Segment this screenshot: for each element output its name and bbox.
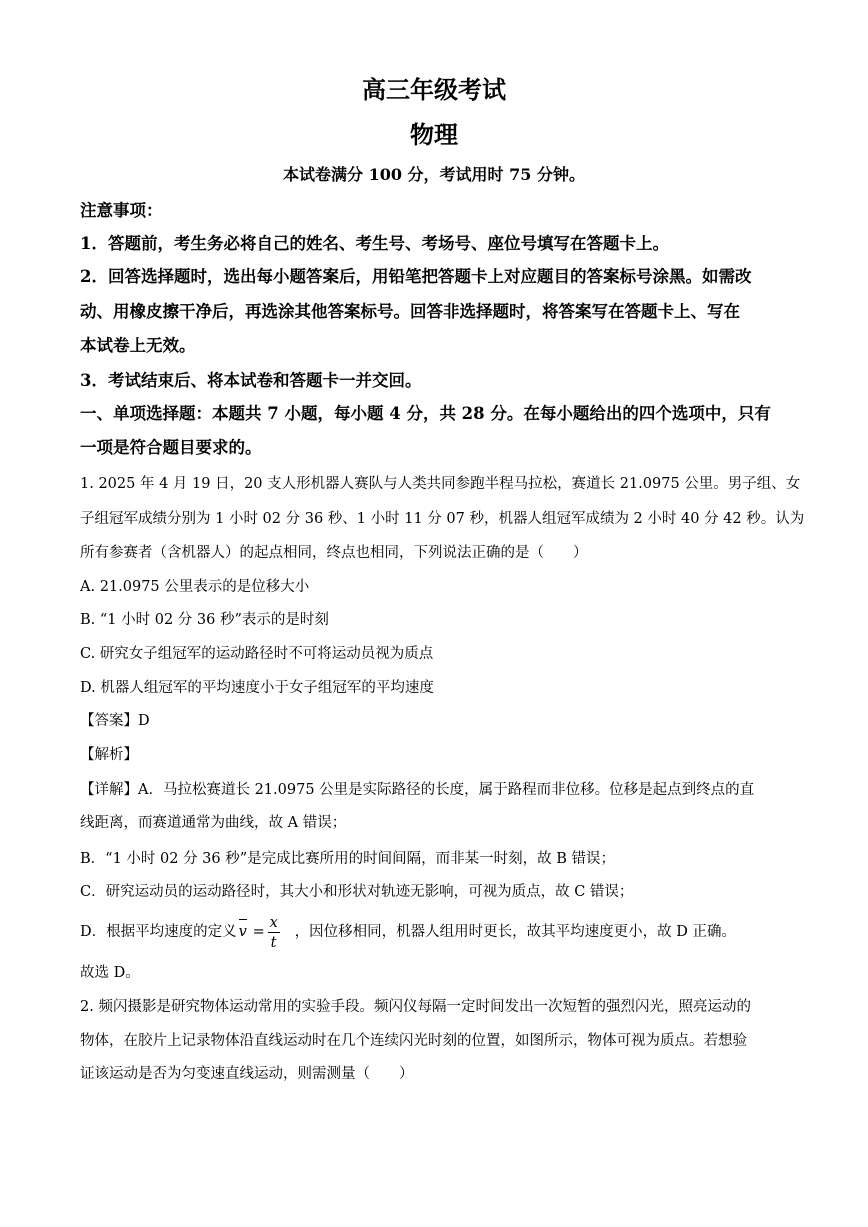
exam-title: 高三年级考试 [362,75,506,104]
q1-detail-a-line-1: 【详解】A．马拉松赛道长 21.0975 公里是实际路径的长度，属于路程而非位移。位移是起点到终点的直 [80,782,755,798]
q1-detail-d-prefix: D．根据平均速度的定义 [80,924,237,940]
notice-heading: 注意事项： [80,201,163,220]
section-heading-line-2: 一项是符合题目要求的。 [80,438,262,457]
q1-stem-line-1: 1. 2025 年 4 月 19 日，20 支人形机器人赛队与人类共同参跑半程马拉松，赛道长 21.0975 公里。男子组、女 [80,476,801,492]
q1-option-a: A. 21.0975 公里表示的是位移大小 [80,579,310,595]
exam-info: 本试卷满分 100 分，考试用时 75 分钟。 [283,165,585,184]
q1-option-d: D. 机器人组冠军的平均速度小于女子组冠军的平均速度 [80,680,434,696]
q1-conclusion: 故选 D。 [80,965,140,981]
formula-equals: = [252,924,265,940]
q1-detail-d-suffix: ，因位移相同，机器人组用时更长，故其平均速度更小，故 D 正确。 [294,924,736,940]
q2-stem-line-3: 证该运动是否为匀变速直线运动，则需测量（ ） [80,1066,414,1082]
q1-answer: 【答案】D [80,713,150,729]
notice-item-3: 3．考试结束后、将本试卷和答题卡一并交回。 [80,371,422,390]
formula-t: t [270,935,277,951]
section-heading-line-1: 一、单项选择题：本题共 7 小题，每小题 4 分，共 28 分。在每小题给出的四个选项中，只有 [80,404,771,423]
q1-option-c: C. 研究女子组冠军的运动路径时不可将运动员视为质点 [80,646,434,662]
q1-stem-line-3: 所有参赛者（含机器人）的起点相同，终点也相同，下列说法正确的是（ ） [80,545,588,561]
formula-x: x [269,915,278,931]
q1-option-b: B. “1 小时 02 分 36 秒”表示的是时刻 [80,612,329,628]
q2-stem-line-1: 2. 频闪摄影是研究物体运动常用的实验手段。频闪仪每隔一定时间发出一次短暂的强烈闪光，照亮运动的 [80,999,751,1015]
q1-detail-c: C．研究运动员的运动路径时，其大小和形状对轨迹无影响，可视为质点，故 C 错误； [80,884,634,900]
notice-item-2-line-3: 本试卷上无效。 [80,336,196,355]
q1-analysis-heading: 【解析】 [80,747,138,763]
notice-item-2-line-1: 2．回答选择题时，选出每小题答案后，用铅笔把答题卡上对应题目的答案标号涂黑。如需改 [80,267,752,286]
notice-item-2-line-2: 动、用橡皮擦干净后，再选涂其他答案标号。回答非选择题时，将答案写在答题卡上、写在 [80,302,740,321]
formula-v: v [238,924,247,940]
subject-title: 物理 [410,120,458,149]
average-velocity-formula [237,915,295,949]
q1-detail-d [80,915,792,949]
q2-stem-line-2: 物体，在胶片上记录物体沿直线运动时在几个连续闪光时刻的位置，如图所示，物体可视为质点。若想验 [80,1033,747,1049]
notice-item-1: 1．答题前，考生务必将自己的姓名、考生号、考场号、座位号填写在答题卡上。 [80,234,669,253]
q1-detail-b: B．“1 小时 02 分 36 秒”是完成比赛所用的时间间隔，而非某一时刻，故 B 错误； [80,851,616,867]
q1-detail-a-line-2: 线距离，而赛道通常为曲线，故 A 错误； [80,815,347,831]
q1-stem-line-2: 子组冠军成绩分别为 1 小时 02 分 36 秒、1 小时 11 分 07 秒，机器人组冠军成绩为 2 小时 40 分 42 秒。认为 [80,511,805,527]
